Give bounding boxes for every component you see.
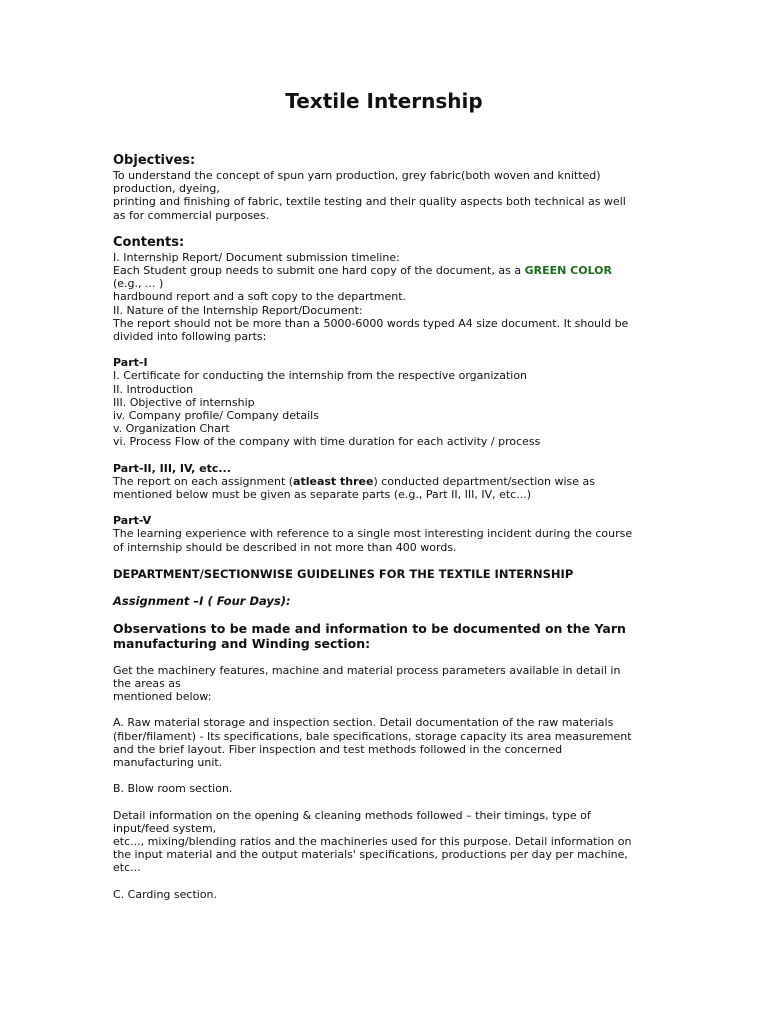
assignment-heading: Assignment –I ( Four Days): [113,593,291,608]
contents-line: I. Internship Report/ Document submission timeline: [113,250,400,264]
observations-heading: Observations to be made and information to be documented on the Yarn [113,620,626,636]
observations-heading: manufacturing and Winding section: [113,635,371,651]
objectives-line: production, dyeing, [113,182,220,196]
contents-line: (e.g., ... ) [113,277,164,291]
contents-line [113,264,653,277]
section-a-line: and the brief layout. Fiber inspection and test methods followed in the concerned [113,742,563,756]
objectives-line: as for commercial purposes. [113,208,270,222]
detail-line: the input material and the output materials' specifications, productions per day per machine, [113,848,628,862]
green-color-highlight: GREEN COLOR [524,264,613,278]
machinery-line: Get the machinery features, machine and material process parameters available in detail in [113,663,621,677]
document-body [113,153,653,901]
contents-line: II. Nature of the Internship Report/Document: [113,303,363,317]
contents-text: Each Student group needs to submit one hard copy of the document, as a [113,264,525,278]
part5-line: of internship should be described in not more than 400 words. [113,540,457,554]
objectives-line: printing and finishing of fabric, textile testing and their quality aspects both technical as well [113,195,626,209]
department-guidelines-heading: DEPARTMENT/SECTIONWISE GUIDELINES FOR THE TEXTILE INTERNSHIP [113,566,574,581]
section-a-line: manufacturing unit. [113,756,223,770]
part2-line: mentioned below must be given as separate parts (e.g., Part II, III, IV, etc...) [113,488,531,502]
detail-line: etc... [113,861,141,875]
part1-item: v. Organization Chart [113,422,230,436]
contents-line: divided into following parts: [113,330,267,344]
machinery-line: mentioned below: [113,690,212,704]
part1-item: II. Introduction [113,382,194,396]
contents-line: hardbound report and a soft copy to the department. [113,290,407,304]
part1-item: vi. Process Flow of the company with time duration for each activity / process [113,435,541,449]
part2-text: ) conducted department/section wise as [373,474,595,488]
section-b-heading: B. Blow room section. [113,782,233,796]
objectives-heading: Objectives: [113,153,196,168]
machinery-line: the areas as [113,677,181,691]
detail-line: Detail information on the opening & cleaning methods followed – their timings, type of [113,808,591,822]
part1-heading: Part-I [113,356,148,370]
part1-item: III. Objective of internship [113,395,255,409]
section-c-heading: C. Carding section. [113,887,218,901]
contents-heading: Contents: [113,234,185,250]
atleast-three-emphasis: atleast three [293,474,374,488]
part5-heading: Part-V [113,514,152,528]
objectives-line: To understand the concept of spun yarn production, grey fabric(both woven and knitted) [113,169,601,182]
part1-item: I. Certificate for conducting the internship from the respective organization [113,369,528,383]
part5-line: The learning experience with reference to a single most interesting incident during the course [113,527,633,541]
part1-item: iv. Company profile/ Company details [113,409,319,423]
detail-line: input/feed system, [113,821,217,835]
section-a-line: A. Raw material storage and inspection section. Detail documentation of the raw materials [113,716,614,730]
document-title: Textile Internship [285,89,483,113]
contents-line: The report should not be more than a 5000-6000 words typed A4 size document. It should be [113,316,629,330]
part2-text: The report on each assignment ( [113,474,294,488]
detail-line: etc..., mixing/blending ratios and the machineries used for this purpose. Detail information on [113,834,632,848]
section-a-line: (fiber/filament) - Its specifications, bale specifications, storage capacity its area measurement [113,729,632,743]
part2-heading: Part-II, III, IV, etc... [113,461,231,475]
part2-line [113,475,653,488]
